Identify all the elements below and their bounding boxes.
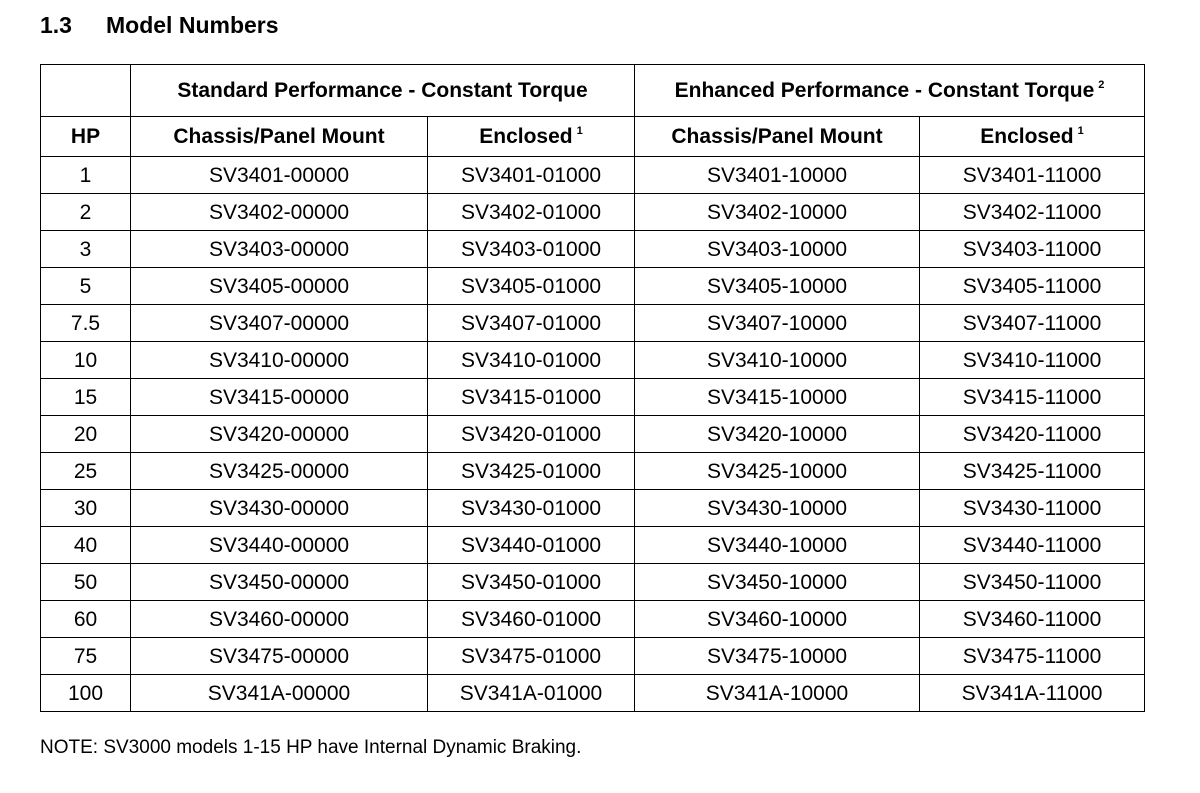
group-header-row [41, 65, 1145, 117]
std-chassis-cell: SV3403-00000 [131, 231, 428, 268]
enh-enclosed-cell: SV3405-11000 [920, 268, 1145, 305]
std-enclosed-cell: SV341A-01000 [428, 675, 635, 712]
enh-chassis-cell: SV341A-10000 [635, 675, 920, 712]
footnote-marker: 2 [1098, 79, 1105, 91]
std-chassis-cell: SV3415-00000 [131, 379, 428, 416]
std-enclosed-cell: SV3402-01000 [428, 194, 635, 231]
enh-chassis-cell: SV3420-10000 [635, 416, 920, 453]
empty-corner-cell [41, 65, 131, 117]
footnote-marker: 1 [1077, 125, 1084, 137]
std-chassis-cell: SV3450-00000 [131, 564, 428, 601]
hp-cell: 100 [41, 675, 131, 712]
enh-chassis-column-header: Chassis/Panel Mount [635, 117, 920, 157]
hp-cell: 30 [41, 490, 131, 527]
std-chassis-cell: SV3430-00000 [131, 490, 428, 527]
std-enclosed-column-header: Enclosed $^1$ [428, 117, 635, 157]
std-enclosed-cell: SV3415-01000 [428, 379, 635, 416]
std-enclosed-cell: SV3460-01000 [428, 601, 635, 638]
table-row [41, 490, 1145, 527]
table-body [41, 157, 1145, 712]
table-row [41, 453, 1145, 490]
enh-chassis-cell: SV3410-10000 [635, 342, 920, 379]
std-enclosed-cell: SV3410-01000 [428, 342, 635, 379]
hp-cell: 50 [41, 564, 131, 601]
enh-chassis-cell: SV3440-10000 [635, 527, 920, 564]
hp-cell: 10 [41, 342, 131, 379]
hp-cell: 5 [41, 268, 131, 305]
model-numbers-table [40, 64, 1145, 712]
std-chassis-cell: SV3402-00000 [131, 194, 428, 231]
hp-cell: 20 [41, 416, 131, 453]
table-row [41, 416, 1145, 453]
table-row [41, 157, 1145, 194]
enh-enclosed-cell: SV3403-11000 [920, 231, 1145, 268]
enh-chassis-cell: SV3402-10000 [635, 194, 920, 231]
column-header-row [41, 117, 1145, 157]
enh-enclosed-cell: SV3415-11000 [920, 379, 1145, 416]
hp-cell: 3 [41, 231, 131, 268]
std-chassis-cell: SV3405-00000 [131, 268, 428, 305]
footnote-marker: 1 [576, 125, 583, 137]
std-chassis-cell: SV3420-00000 [131, 416, 428, 453]
enh-enclosed-cell: SV3420-11000 [920, 416, 1145, 453]
std-enclosed-cell: SV3440-01000 [428, 527, 635, 564]
enh-enclosed-cell: SV3430-11000 [920, 490, 1145, 527]
enh-enclosed-cell: SV3407-11000 [920, 305, 1145, 342]
std-enclosed-cell: SV3425-01000 [428, 453, 635, 490]
enh-enclosed-cell: SV3410-11000 [920, 342, 1145, 379]
section-heading [40, 12, 279, 39]
enh-chassis-cell: SV3450-10000 [635, 564, 920, 601]
table-row [41, 379, 1145, 416]
table-row [41, 268, 1145, 305]
braking-note: NOTE: SV3000 models 1-15 HP have Internal Dynamic Braking. [40, 737, 582, 758]
table-row [41, 305, 1145, 342]
std-enclosed-cell: SV3407-01000 [428, 305, 635, 342]
std-chassis-column-header: Chassis/Panel Mount [131, 117, 428, 157]
enhanced-performance-header: Enhanced Performance - Constant Torque $^2$ [635, 65, 1145, 117]
std-enclosed-cell: SV3405-01000 [428, 268, 635, 305]
table-row [41, 601, 1145, 638]
enh-enclosed-cell: SV3401-11000 [920, 157, 1145, 194]
enh-enclosed-cell: SV341A-11000 [920, 675, 1145, 712]
hp-cell: 1 [41, 157, 131, 194]
std-chassis-cell: SV341A-00000 [131, 675, 428, 712]
enh-chassis-cell: SV3401-10000 [635, 157, 920, 194]
enh-enclosed-cell: SV3402-11000 [920, 194, 1145, 231]
table-row [41, 231, 1145, 268]
enh-chassis-cell: SV3430-10000 [635, 490, 920, 527]
enh-chassis-cell: SV3460-10000 [635, 601, 920, 638]
enh-chassis-cell: SV3405-10000 [635, 268, 920, 305]
hp-cell: 15 [41, 379, 131, 416]
hp-cell: 7.5 [41, 305, 131, 342]
table-row [41, 194, 1145, 231]
table-row [41, 527, 1145, 564]
std-chassis-cell: SV3425-00000 [131, 453, 428, 490]
std-enclosed-cell: SV3420-01000 [428, 416, 635, 453]
std-enclosed-cell: SV3450-01000 [428, 564, 635, 601]
table-row [41, 342, 1145, 379]
std-chassis-cell: SV3410-00000 [131, 342, 428, 379]
section-number: 1.3 [40, 12, 72, 38]
enh-enclosed-cell: SV3475-11000 [920, 638, 1145, 675]
std-enclosed-cell: SV3401-01000 [428, 157, 635, 194]
hp-column-header: HP [41, 117, 131, 157]
table-row [41, 675, 1145, 712]
enh-enclosed-cell: SV3440-11000 [920, 527, 1145, 564]
enh-chassis-cell: SV3425-10000 [635, 453, 920, 490]
table-row [41, 564, 1145, 601]
table-row [41, 638, 1145, 675]
enh-chassis-cell: SV3407-10000 [635, 305, 920, 342]
std-enclosed-cell: SV3430-01000 [428, 490, 635, 527]
std-enclosed-cell: SV3475-01000 [428, 638, 635, 675]
enh-enclosed-column-header: Enclosed $^1$ [920, 117, 1145, 157]
enh-enclosed-cell: SV3450-11000 [920, 564, 1145, 601]
hp-cell: 25 [41, 453, 131, 490]
standard-performance-header: Standard Performance - Constant Torque [131, 65, 635, 117]
section-title: Model Numbers [106, 12, 279, 38]
std-chassis-cell: SV3460-00000 [131, 601, 428, 638]
hp-cell: 40 [41, 527, 131, 564]
std-chassis-cell: SV3407-00000 [131, 305, 428, 342]
hp-cell: 60 [41, 601, 131, 638]
std-chassis-cell: SV3401-00000 [131, 157, 428, 194]
std-chassis-cell: SV3475-00000 [131, 638, 428, 675]
enh-chassis-cell: SV3475-10000 [635, 638, 920, 675]
enh-enclosed-cell: SV3425-11000 [920, 453, 1145, 490]
enh-enclosed-cell: SV3460-11000 [920, 601, 1145, 638]
hp-cell: 75 [41, 638, 131, 675]
enh-chassis-cell: SV3415-10000 [635, 379, 920, 416]
enh-chassis-cell: SV3403-10000 [635, 231, 920, 268]
std-enclosed-cell: SV3403-01000 [428, 231, 635, 268]
std-chassis-cell: SV3440-00000 [131, 527, 428, 564]
hp-cell: 2 [41, 194, 131, 231]
